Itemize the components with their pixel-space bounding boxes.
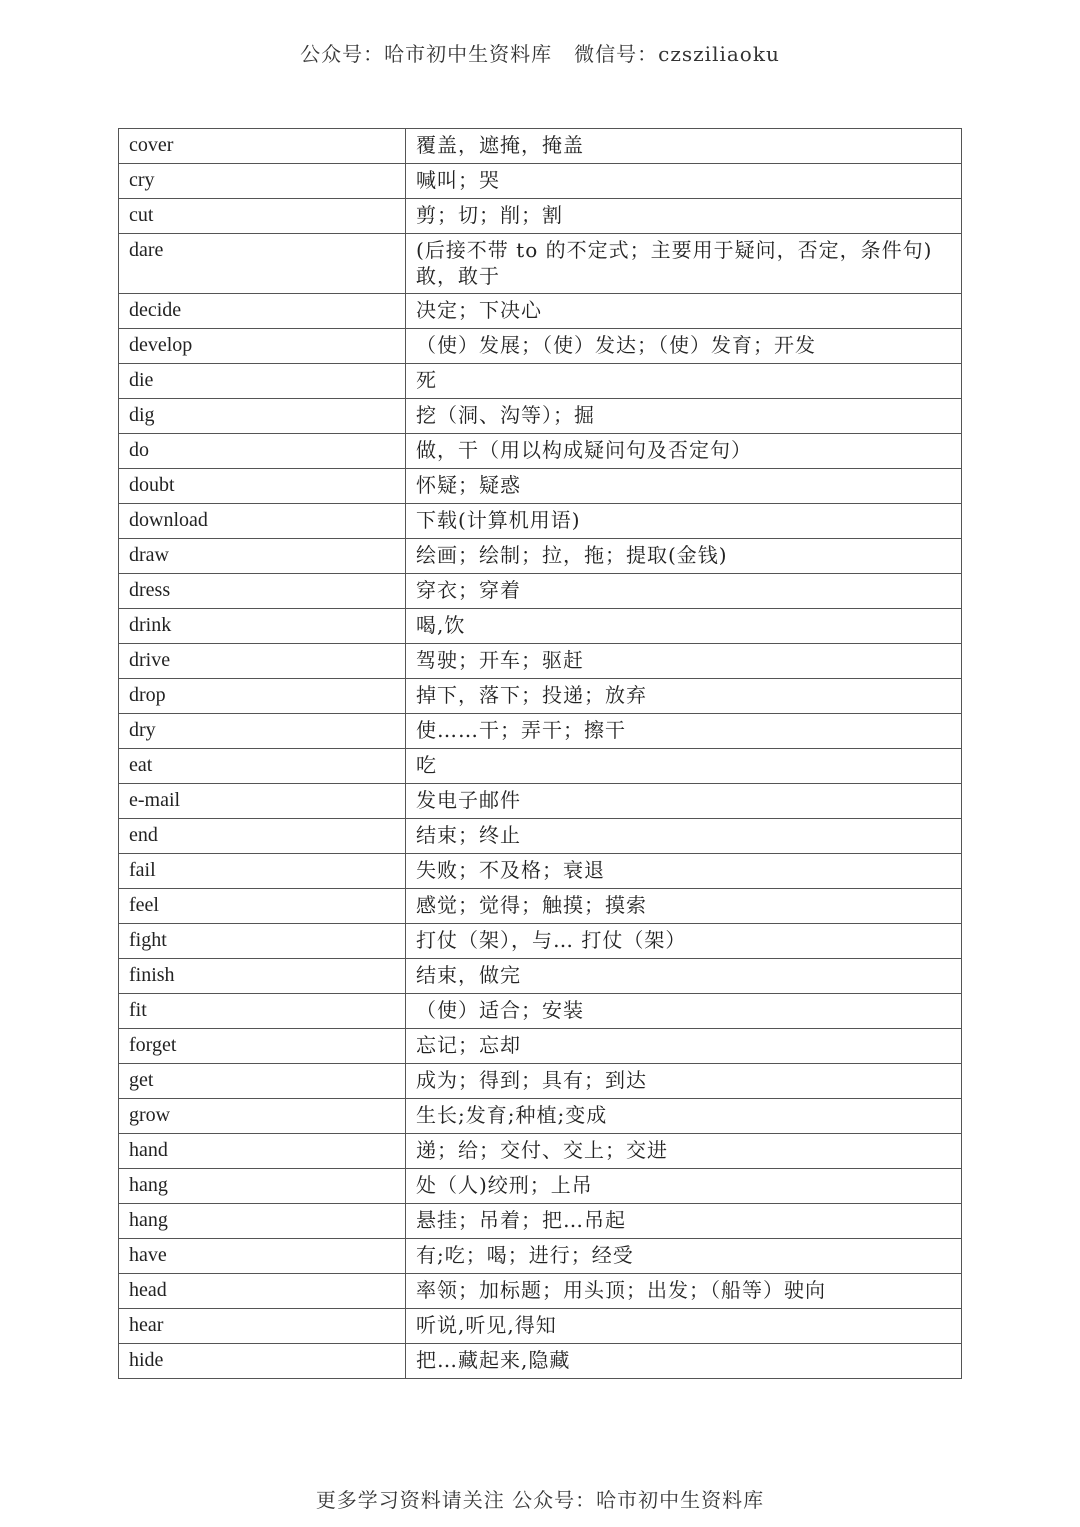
meaning-cell: 吃 [406,749,962,784]
word-cell: hang [119,1169,406,1204]
table-row [119,714,962,749]
page-header [0,38,1080,67]
table-row [119,129,962,164]
meaning-cell: 生长;发育;种植;变成 [406,1099,962,1134]
meaning-cell: 结束，做完 [406,959,962,994]
meaning-cell: 发电子邮件 [406,784,962,819]
table-row [119,679,962,714]
table-row [119,609,962,644]
meaning-cell: 递；给；交付、交上；交进 [406,1134,962,1169]
word-cell: eat [119,749,406,784]
word-cell: drop [119,679,406,714]
word-cell: die [119,364,406,399]
meaning-cell: 处（人)绞刑；上吊 [406,1169,962,1204]
word-cell: feel [119,889,406,924]
word-cell: hear [119,1309,406,1344]
word-cell: drive [119,644,406,679]
table-row [119,1169,962,1204]
table-row [119,959,962,994]
word-cell: dig [119,399,406,434]
meaning-cell: 怀疑；疑惑 [406,469,962,504]
meaning-cell: 穿衣；穿着 [406,574,962,609]
table-row [119,329,962,364]
meaning-cell: （使）适合；安装 [406,994,962,1029]
word-cell: decide [119,294,406,329]
word-cell: develop [119,329,406,364]
table-row [119,854,962,889]
table-row [119,819,962,854]
header-account: 公众号：哈市初中生资料库 [300,42,553,66]
meaning-cell: 率领；加标题；用头顶；出发；（船等）驶向 [406,1274,962,1309]
meaning-cell: 听说,听见,得知 [406,1309,962,1344]
table-row [119,164,962,199]
word-cell: hide [119,1344,406,1379]
table-row [119,364,962,399]
table-row [119,1309,962,1344]
table-row [119,784,962,819]
word-cell: drink [119,609,406,644]
table-row [119,574,962,609]
meaning-cell: 挖（洞、沟等）；掘 [406,399,962,434]
word-cell: doubt [119,469,406,504]
meaning-cell: 决定；下决心 [406,294,962,329]
meaning-cell: 剪；切；削；割 [406,199,962,234]
word-cell: cut [119,199,406,234]
word-cell: dare [119,234,406,294]
meaning-cell: 悬挂；吊着；把…吊起 [406,1204,962,1239]
word-cell: do [119,434,406,469]
meaning-cell: 感觉；觉得；触摸；摸索 [406,889,962,924]
table-row [119,539,962,574]
table-row [119,1099,962,1134]
table-row [119,1204,962,1239]
table-row [119,889,962,924]
page-footer: 更多学习资料请关注 公众号：哈市初中生资料库 [315,1488,765,1512]
vocabulary-table-body [119,129,962,1379]
word-cell: finish [119,959,406,994]
meaning-cell: 掉下，落下；投递；放弃 [406,679,962,714]
table-row [119,399,962,434]
meaning-cell: 做，干（用以构成疑问句及否定句） [406,434,962,469]
word-cell: cry [119,164,406,199]
word-cell: forget [119,1029,406,1064]
word-cell: have [119,1239,406,1274]
meaning-cell: 下载(计算机用语) [406,504,962,539]
meaning-cell: 绘画；绘制；拉，拖；提取(金钱) [406,539,962,574]
word-cell: fit [119,994,406,1029]
word-cell: end [119,819,406,854]
word-cell: dry [119,714,406,749]
meaning-cell: 失败；不及格；衰退 [406,854,962,889]
meaning-cell: 驾驶；开车；驱赶 [406,644,962,679]
table-row [119,1029,962,1064]
meaning-cell: 喝,饮 [406,609,962,644]
word-cell: dress [119,574,406,609]
table-row [119,434,962,469]
table-row [119,234,962,294]
table-row [119,199,962,234]
table-row [119,469,962,504]
meaning-cell: 死 [406,364,962,399]
word-cell: grow [119,1099,406,1134]
meaning-cell: 结束；终止 [406,819,962,854]
word-cell: fail [119,854,406,889]
vocabulary-table [118,128,962,1379]
meaning-cell: （使）发展；（使）发达；（使）发育；开发 [406,329,962,364]
word-cell: e-mail [119,784,406,819]
table-row [119,1344,962,1379]
word-cell: get [119,1064,406,1099]
word-cell: fight [119,924,406,959]
meaning-cell: 使……干；弄干；擦干 [406,714,962,749]
table-row [119,1134,962,1169]
table-row [119,1239,962,1274]
word-cell: hand [119,1134,406,1169]
meaning-cell: 有;吃；喝；进行；经受 [406,1239,962,1274]
meaning-cell: (后接不带 to 的不定式；主要用于疑问，否定，条件句) 敢，敢于 [406,234,962,294]
word-cell: cover [119,129,406,164]
table-row [119,749,962,784]
table-row [119,1274,962,1309]
table-row [119,924,962,959]
word-cell: download [119,504,406,539]
table-row [119,1064,962,1099]
meaning-cell: 把…藏起来,隐藏 [406,1344,962,1379]
word-cell: hang [119,1204,406,1239]
meaning-cell: 成为；得到；具有；到达 [406,1064,962,1099]
meaning-cell: 喊叫；哭 [406,164,962,199]
meaning-cell: 忘记；忘却 [406,1029,962,1064]
table-row [119,504,962,539]
meaning-cell: 打仗（架），与… 打仗（架） [406,924,962,959]
table-row [119,294,962,329]
word-cell: head [119,1274,406,1309]
meaning-cell: 覆盖，遮掩，掩盖 [406,129,962,164]
header-wechat-id: 微信号：czsziliaoku [574,42,780,66]
word-cell: draw [119,539,406,574]
table-row [119,994,962,1029]
table-row [119,644,962,679]
